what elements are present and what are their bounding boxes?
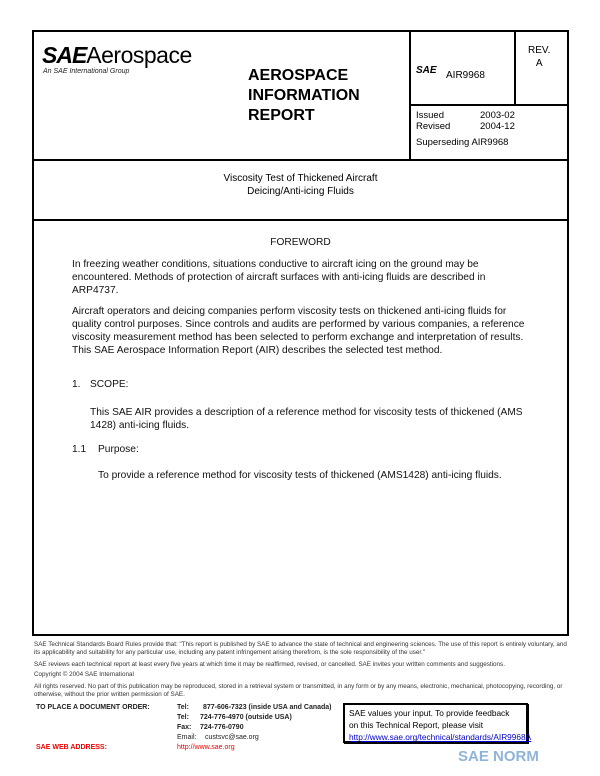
footer-rules: SAE Technical Standards Board Rules provide that: "This report is published by SAE to advance the state of technical and engineering sciences. The use of this report is entirely voluntary, and its applicability and suitability for any particular use, including any patent infringement arising therefrom, is the sole responsibility of the user." (34, 641, 567, 656)
feedback-text: on this Technical Report, please visit (349, 720, 484, 730)
email-value[interactable]: custsvc@sae.org (205, 734, 259, 741)
feedback-link[interactable]: http://www.sae.org/technical/standards/AIR9968A (349, 732, 532, 742)
header-divider (32, 159, 569, 161)
fax-label: Fax: (177, 724, 192, 731)
feedback-text: SAE values your input. To provide feedback (349, 708, 510, 718)
web-link[interactable]: http://www.sae.org (177, 744, 235, 751)
document-title: Viscosity Test of Thickened Aircraft Deicing/Anti-icing Fluids (223, 173, 378, 197)
paragraph: This SAE AIR provides a description of a reference method for viscosity tests of thickened (AMS 1428) anti-icing fluids. (90, 407, 523, 431)
sae-norm-watermark: SAE NORM (458, 748, 539, 765)
footer-copyright: Copyright © 2004 SAE International (34, 671, 134, 678)
revised-value: 2004-12 (480, 121, 515, 132)
fax-value: 724-776-0790 (200, 724, 244, 731)
header-divider (514, 30, 516, 106)
section-title: SCOPE: (90, 379, 129, 390)
paragraph: In freezing weather conditions, situations conductive to aircraft icing on the ground may be encountered. Methods of protection of aircraft surfaces with anti-icing fluids are described in ARP4737. (72, 259, 486, 296)
sae-aerospace-logo: SAEAerospace (42, 42, 192, 68)
paragraph: To provide a reference method for viscosity tests of thickened (AMS1428) anti-icing fluids. (98, 470, 502, 481)
superseding: Superseding AIR9968 (416, 137, 509, 148)
issued-label: Issued (416, 110, 444, 121)
paragraph: Aircraft operators and deicing companies perform viscosity tests on thickened anti-icing fluids for quality control purposes. Since controls and audits are performed by various companies, a reference viscosity measurement method has been selected to perform exchange and interpretation of results. This SAE Aerospace Information Report (AIR) describes the selected test method. (72, 306, 525, 356)
tel-value: 724-776-4970 (outside USA) (200, 714, 292, 721)
footer-rights: All rights reserved. No part of this publication may be reproduced, stored in a retrieval system or transmitted, in any form or by any means, electronic, mechanical, photocopying, recording, or otherwise, without the prior written permission of SAE. (34, 683, 563, 698)
section-number: 1.1 (72, 444, 87, 455)
header-divider (409, 30, 411, 160)
revision: REV. A (528, 45, 551, 69)
web-label: SAE WEB ADDRESS: (36, 744, 107, 751)
tel-label: Tel: (177, 704, 189, 711)
header-divider (409, 104, 569, 106)
logo-subtitle: An SAE International Group (43, 68, 130, 75)
section-number: 1. (72, 379, 81, 390)
revised-label: Revised (416, 121, 451, 132)
section-title: Purpose: (98, 444, 139, 455)
tel-label: Tel: (177, 714, 189, 721)
feedback-box (343, 703, 532, 743)
order-label: TO PLACE A DOCUMENT ORDER: (36, 704, 150, 711)
email-label: Email: (177, 734, 197, 741)
issued-value: 2003-02 (480, 110, 515, 121)
document-number: AIR9968 (446, 70, 485, 81)
tel-value: 877-606-7323 (inside USA and Canada) (203, 704, 332, 711)
foreword-heading: FOREWORD (270, 237, 331, 248)
sae-mark: SAE (416, 65, 437, 76)
document-type: AEROSPACE INFORMATION REPORT (248, 67, 360, 124)
title-divider (32, 219, 569, 221)
footer-review: SAE reviews each technical report at least every five years at which time it may be reaffirmed, revised, or cancelled. SAE invites your written comments and suggestions. (34, 661, 505, 668)
